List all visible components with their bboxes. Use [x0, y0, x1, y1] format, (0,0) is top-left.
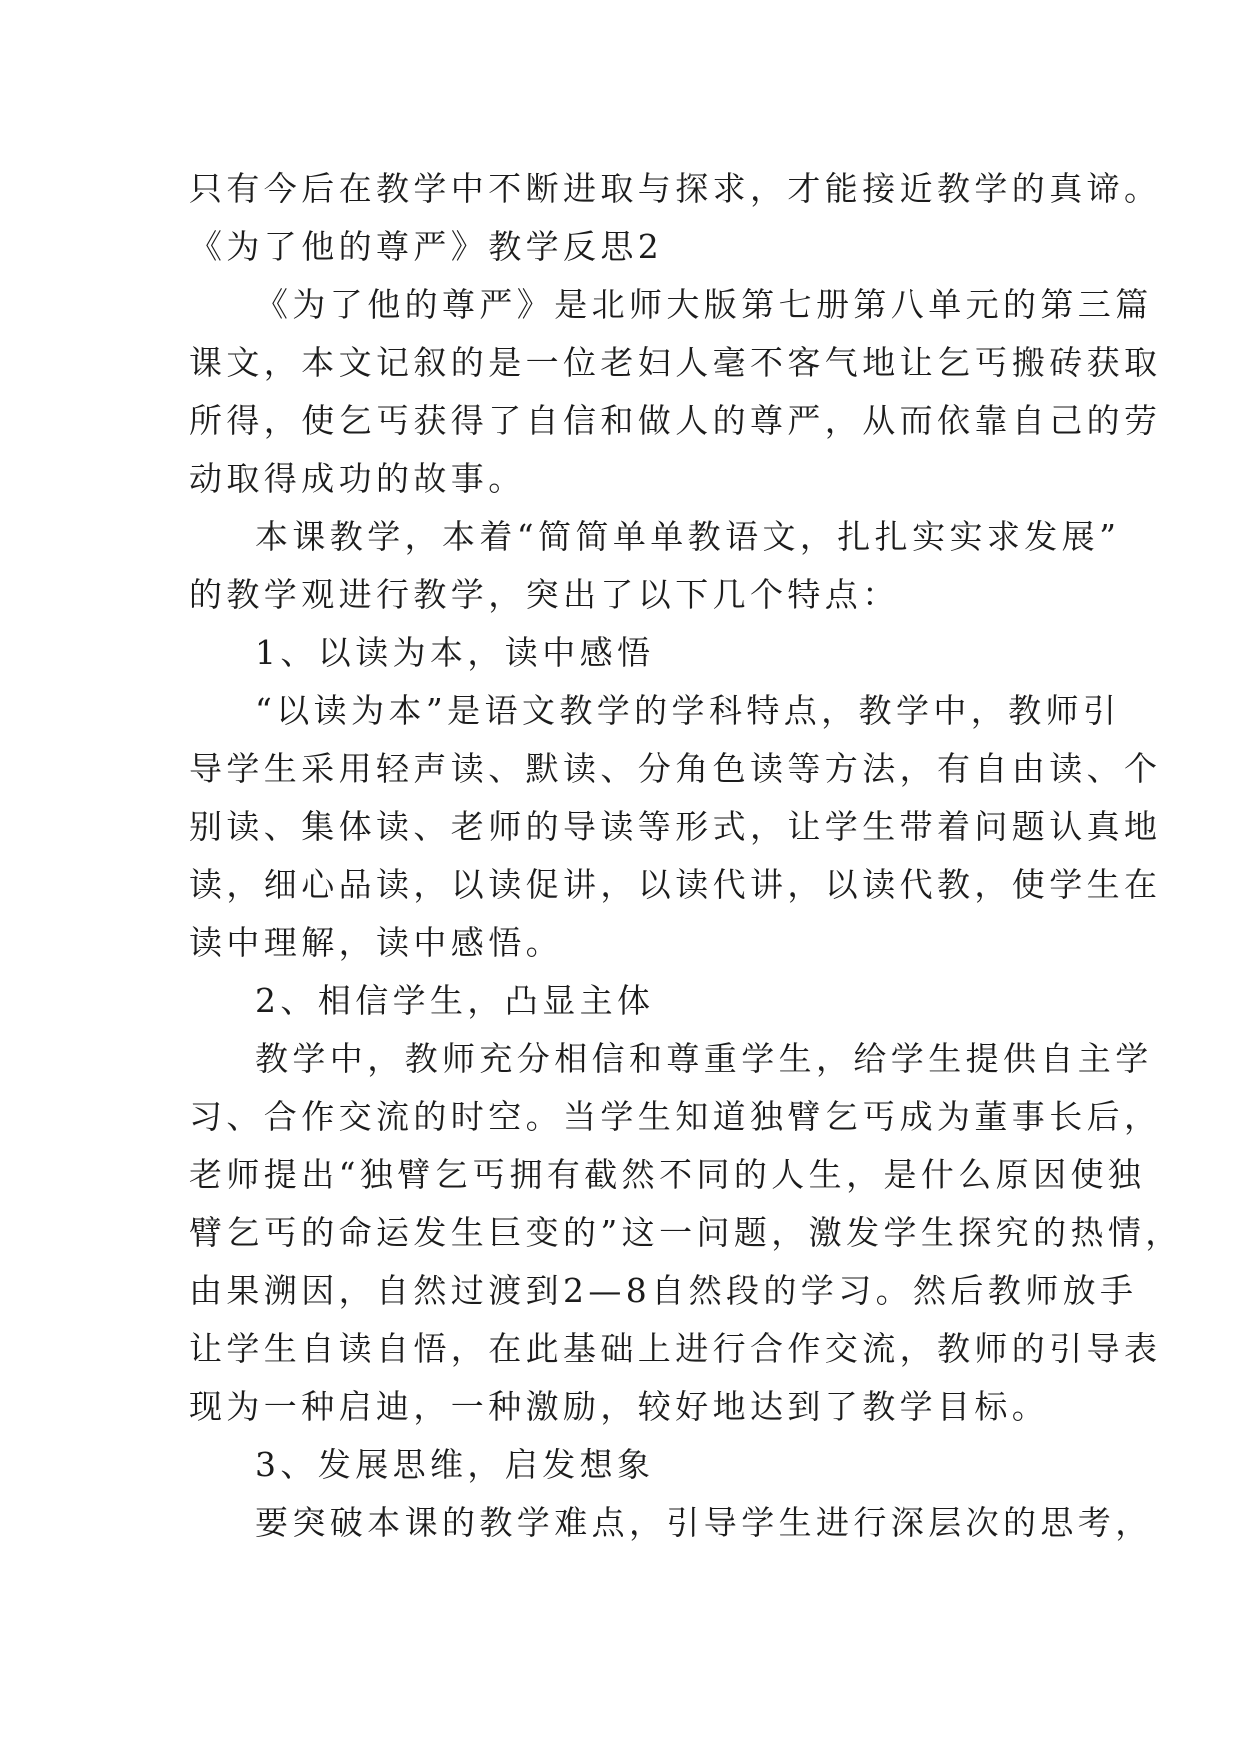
text-line: 课文，本文记叙的是一位老妇人毫不客气地让乞丐搬砖获取 [189, 343, 1162, 382]
text-line: 读，细心品读，以读促讲，以读代讲，以读代教，使学生在 [189, 865, 1162, 904]
text-line: 《为了他的尊严》是北师大版第七册第八单元的第三篇 [255, 285, 1153, 324]
text-line: 教学中，教师充分相信和尊重学生，给学生提供自主学 [255, 1039, 1153, 1078]
text-line: 只有今后在教学中不断进取与探求，才能接近教学的真谛。 [189, 169, 1162, 208]
subheading: 1、以读为本，读中感悟 [255, 633, 655, 672]
text-line: 现为一种启迪，一种激励，较好地达到了教学目标。 [189, 1387, 1050, 1426]
text-line: 本课教学，本着“简简单单教语文，扎扎实实求发展” [255, 517, 1121, 556]
text-line: 所得，使乞丐获得了自信和做人的尊严，从而依靠自己的劳 [189, 401, 1162, 440]
text-line: “以读为本”是语文教学的学科特点，教学中，教师引 [255, 691, 1121, 730]
document-body [189, 160, 1183, 1552]
subheading: 2、相信学生，凸显主体 [255, 981, 655, 1020]
text-line: 读中理解，读中感悟。 [189, 923, 563, 962]
text-line: 习、合作交流的时空。当学生知道独臂乞丐成为董事长后， [189, 1097, 1162, 1136]
text-line: 要突破本课的教学难点，引导学生进行深层次的思考， [255, 1503, 1153, 1542]
subheading: 3、发展思维，启发想象 [255, 1445, 655, 1484]
section-title: 《为了他的尊严》教学反思2 [189, 227, 664, 266]
text-line: 的教学观进行教学，突出了以下几个特点： [189, 575, 900, 614]
text-line: 别读、集体读、老师的导读等形式，让学生带着问题认真地 [189, 807, 1162, 846]
text-line: 臂乞丐的命运发生巨变的”这一问题，激发学生探究的热情， [189, 1213, 1183, 1252]
text-line: 让学生自读自悟，在此基础上进行合作交流，教师的引导表 [189, 1329, 1162, 1368]
text-line: 由果溯因，自然过渡到2—8自然段的学习。然后教师放手 [189, 1271, 1138, 1310]
text-line: 导学生采用轻声读、默读、分角色读等方法，有自由读、个 [189, 749, 1162, 788]
text-line: 动取得成功的故事。 [189, 459, 526, 498]
text-line: 老师提出“独臂乞丐拥有截然不同的人生，是什么原因使独 [189, 1155, 1146, 1194]
